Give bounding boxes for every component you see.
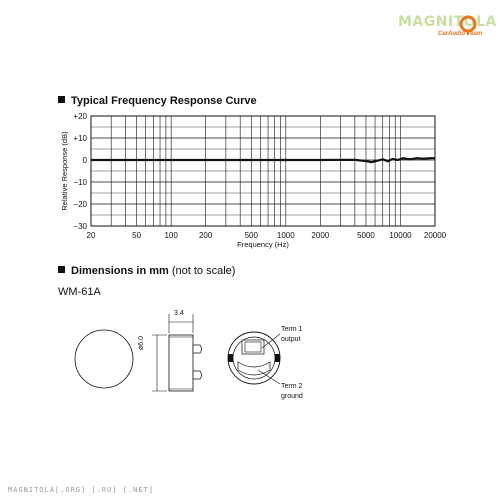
x-tick-label: 20000 xyxy=(423,231,447,240)
y-axis-label: Relative Response (dB) xyxy=(60,131,69,211)
diameter-dimension-label: ø6.0 xyxy=(138,335,145,350)
x-tick-label: 2000 xyxy=(311,231,330,240)
y-tick-label: 0 xyxy=(82,156,87,165)
logo-subtitle: CarAudio Team xyxy=(438,31,483,37)
x-tick-label: 20 xyxy=(86,231,96,240)
logo xyxy=(398,14,497,37)
term1-label: Term 1 xyxy=(281,326,303,333)
term2-label: Term 2 xyxy=(281,383,303,390)
logo-text: MAGNITOLA xyxy=(398,14,497,30)
bullet-icon xyxy=(58,266,65,273)
bullet-icon xyxy=(58,96,65,103)
frequency-response-chart xyxy=(0,105,500,255)
x-tick-label: 5000 xyxy=(357,231,375,240)
mic-rear-view xyxy=(218,320,318,400)
x-tick-label: 1000 xyxy=(276,231,295,240)
x-axis-label: Frequency (Hz) xyxy=(237,240,289,249)
y-tick-label: −30 xyxy=(73,222,87,231)
mic-side-view xyxy=(140,305,220,405)
model-label: WM-61A xyxy=(58,286,101,298)
x-tick-label: 100 xyxy=(164,231,178,240)
width-dimension-label: 3.4 xyxy=(174,310,184,317)
term2-sub-label: ground xyxy=(281,393,303,400)
logo-q-icon xyxy=(458,14,478,36)
x-tick-label: 50 xyxy=(132,231,142,240)
dimensions-section-title: Dimensions in mm (not to scale) xyxy=(58,265,235,277)
frequency-section-title: Typical Frequency Response Curve xyxy=(58,95,257,107)
y-tick-label: −20 xyxy=(73,200,87,209)
footer-text: MAGNITOLA[.ORG] [.RU] [.NET] xyxy=(8,486,155,494)
x-tick-label: 500 xyxy=(244,231,258,240)
dimensions-note: (not to scale) xyxy=(171,265,236,277)
mic-front-view xyxy=(70,325,140,395)
y-tick-label: +20 xyxy=(73,112,87,121)
y-tick-label: +10 xyxy=(73,134,87,143)
x-tick-label: 10000 xyxy=(389,231,412,240)
x-tick-label: 200 xyxy=(198,231,213,240)
term1-sub-label: output xyxy=(281,336,301,343)
y-tick-label: −10 xyxy=(73,178,87,187)
